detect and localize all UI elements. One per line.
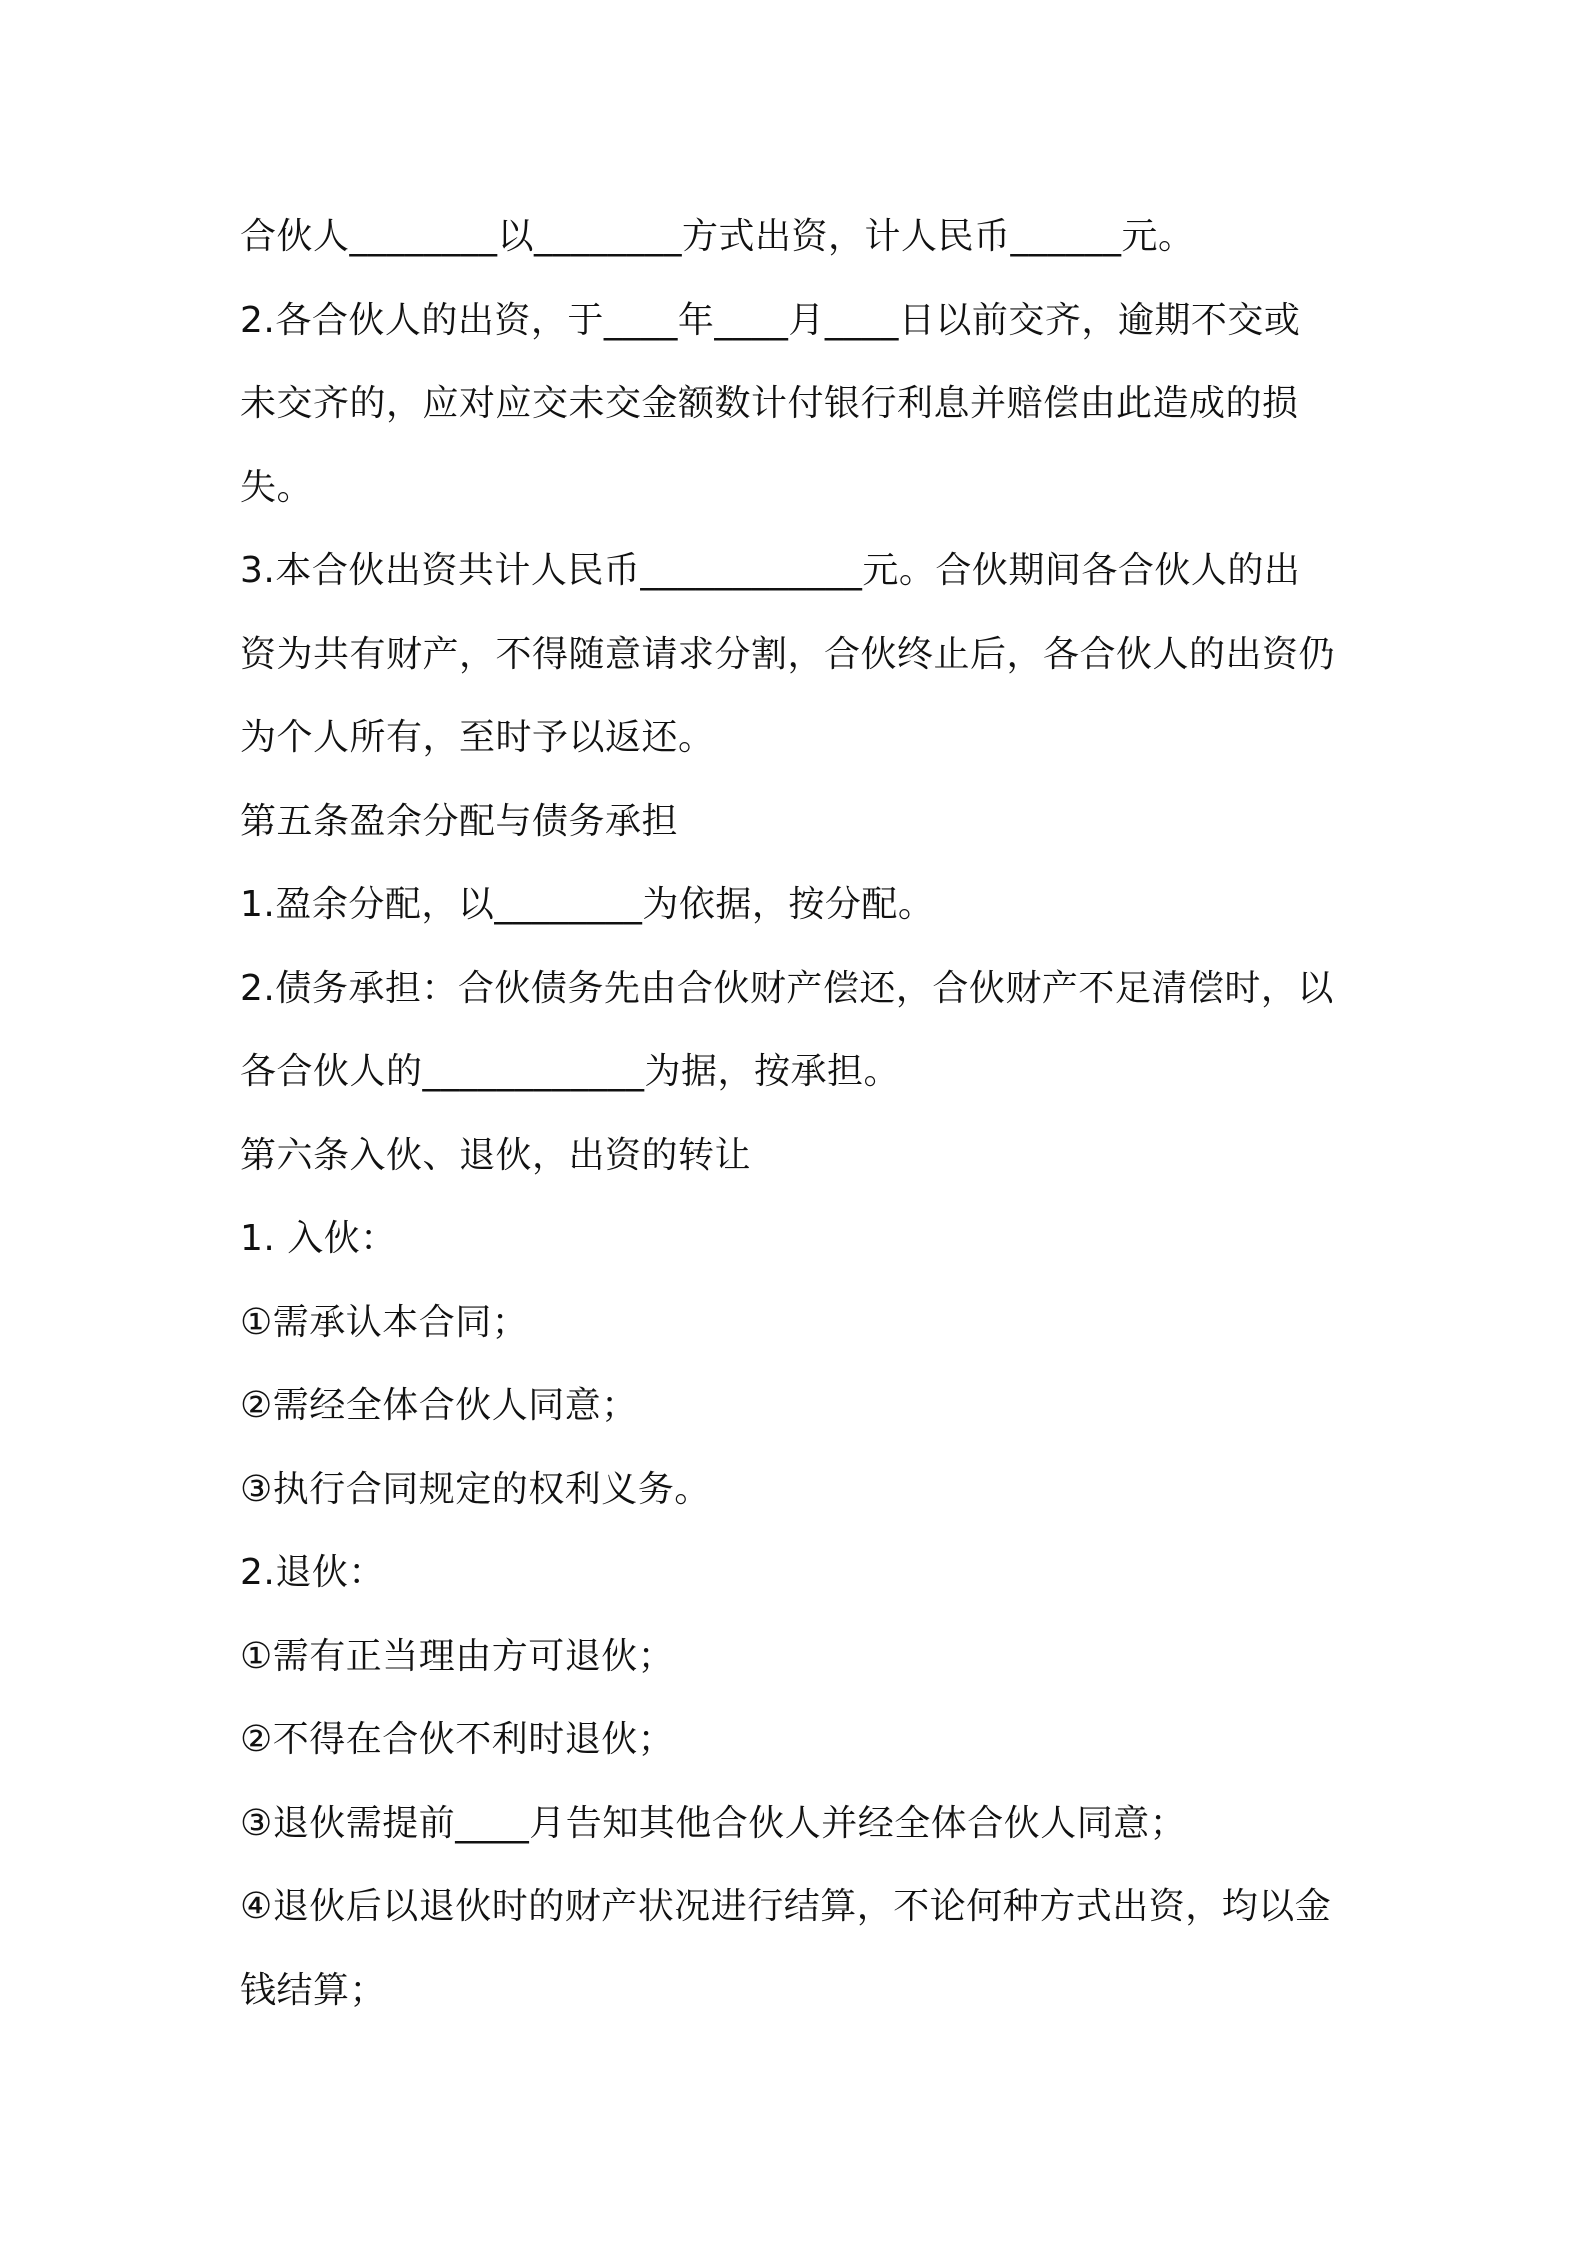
section-heading-5: 第五条盈余分配与债务承担 [240,800,679,842]
text-line-2: 2.各合伙人的出资，于____年____月____日以前交齐，逾期不交或 [240,299,1301,341]
text-line-9: 1.盈余分配，以________为依据，按分配。 [240,884,935,925]
text-line-5: 3.本合伙出资共计人民币____________元。合伙期间各合伙人的出 [240,550,1301,591]
section-heading-6: 第六条入伙、退伙，出资的转让 [240,1134,752,1176]
text-line-18: ①需有正当理由方可退伙； [240,1635,675,1677]
text-line-6: 资为共有财产，不得随意请求分割，合伙终止后，各合伙人的出资仍 [240,633,1336,675]
document-body [240,195,1360,2032]
text-line-4: 失。 [240,466,314,508]
text-line-7: 为个人所有，至时予以返还。 [240,717,715,758]
text-line-20: ③退伙需提前____月告知其他合伙人并经全体合伙人同意； [240,1802,1187,1844]
text-line-14: ①需承认本合同； [240,1301,529,1343]
text-line-17: 2.退伙： [240,1552,385,1593]
text-line-21: ④退伙后以退伙时的财产状况进行结算，不论何种方式出资，均以金 [240,1886,1332,1927]
text-line-16: ③执行合同规定的权利义务。 [240,1468,711,1510]
text-line-13: 1. 入伙： [240,1218,397,1259]
text-line-1: 合伙人________以________方式出资，计人民币______元。 [240,216,1195,257]
text-line-15: ②需经全体合伙人同意； [240,1385,638,1426]
text-line-10: 2.债务承担：合伙债务先由合伙财产偿还，合伙财产不足清偿时，以 [240,967,1334,1009]
text-line-11: 各合伙人的____________为据，按承担。 [240,1051,901,1092]
text-line-3: 未交齐的，应对应交未交金额数计付银行利息并赔偿由此造成的损 [240,383,1299,424]
text-line-22: 钱结算； [240,1969,387,2011]
text-line-19: ②不得在合伙不利时退伙； [240,1719,675,1760]
